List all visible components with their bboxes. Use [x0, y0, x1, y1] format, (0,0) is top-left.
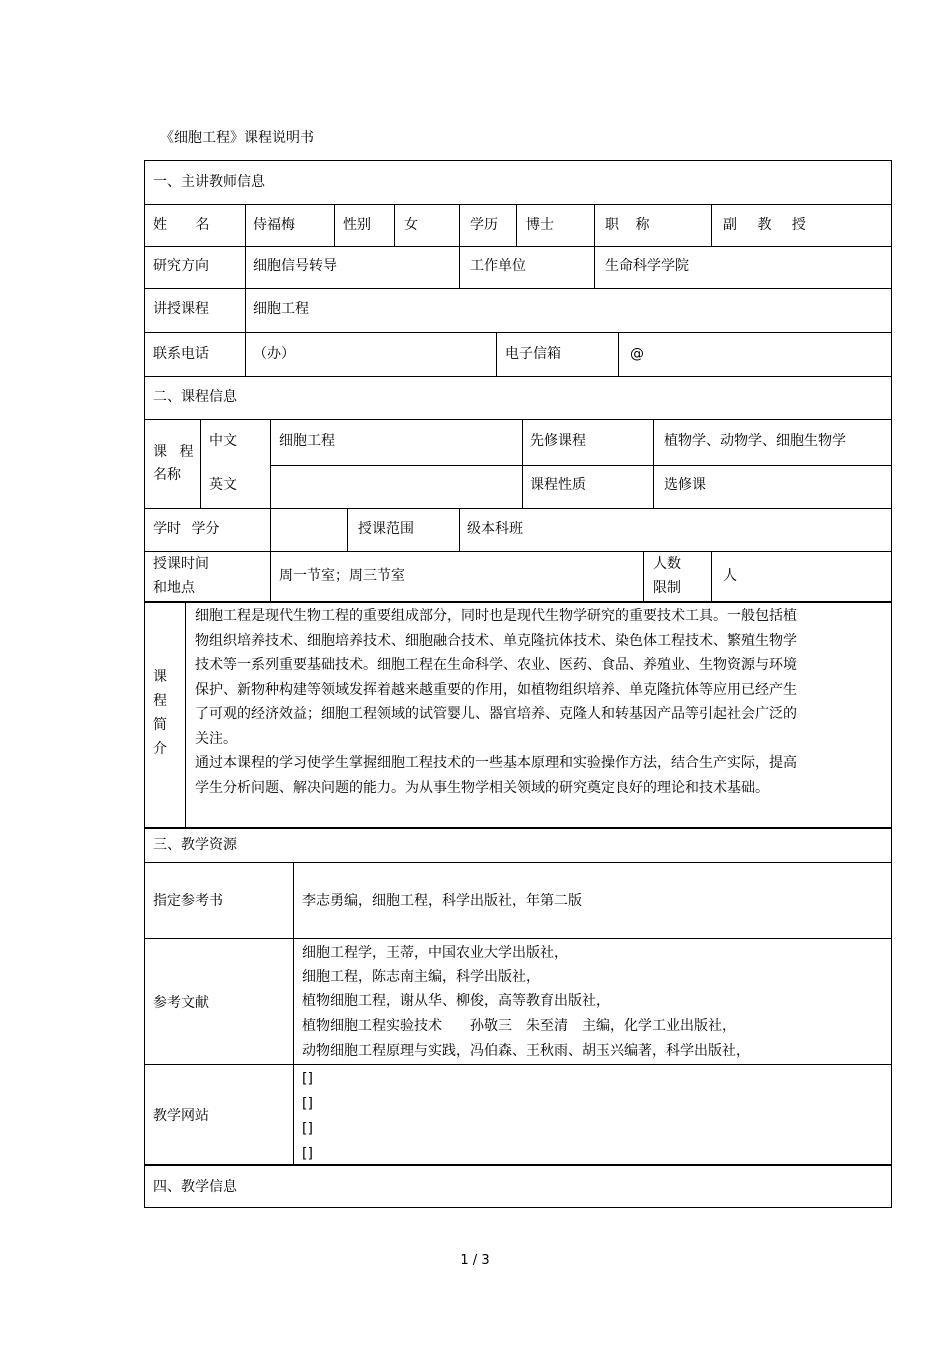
prerequisite-label: 先修课程 [530, 433, 586, 449]
course-name-label-1: 课 程 [153, 444, 198, 460]
intro-label-char-3: 简 [153, 717, 167, 733]
reference-item: 植物细胞工程实验技术 孙敬三 朱至清 主编，化学工业出版社， [302, 1018, 736, 1034]
website-label: 教学网站 [153, 1108, 209, 1124]
textbook-value: 李志勇编，细胞工程，科学出版社，年第二版 [302, 893, 582, 909]
scope-label: 授课范围 [358, 521, 414, 537]
website-link[interactable]: [] [302, 1071, 313, 1087]
name-value: 侍福梅 [253, 217, 295, 233]
section-heading-resources: 三、教学资源 [153, 837, 237, 853]
course-name-label-2: 名称 [153, 467, 181, 483]
unit-label: 工作单位 [470, 258, 526, 274]
website-link[interactable]: [] [302, 1121, 313, 1137]
email-label: 电子信箱 [505, 346, 561, 362]
research-label: 研究方向 [153, 258, 209, 274]
name-label: 姓 名 [153, 217, 222, 233]
phone-value: （办） [253, 346, 295, 362]
enrollment-limit-label-2: 限制 [653, 580, 681, 596]
chinese-name-value: 细胞工程 [279, 433, 335, 449]
intro-paragraph-2: 通过本课程的学习使学生掌握细胞工程技术的一些基本原理和实验操作方法，结合生产实际，提高学生分析问题、解决问题的能力。为从事生物学相关领域的研究奠定良好的理论和技术基础。 [195, 755, 797, 796]
unit-value: 生命科学学院 [605, 258, 689, 274]
section-heading-teacher: 一、主讲教师信息 [153, 174, 265, 190]
gender-label: 性别 [343, 217, 371, 233]
website-link[interactable]: [] [302, 1146, 313, 1162]
course-nature-label: 课程性质 [530, 477, 586, 493]
page-number: 1 / 3 [460, 1253, 490, 1268]
prerequisite-value: 植物学、动物学、细胞生物学 [664, 433, 846, 449]
scope-value: 级本科班 [467, 521, 523, 537]
section-heading-course: 二、课程信息 [153, 389, 237, 405]
course-info-table [144, 160, 892, 1208]
hours-credits-label: 学时 学分 [153, 521, 220, 537]
intro-paragraph-1: 细胞工程是现代生物工程的重要组成部分，同时也是现代生物学研究的重要技术工具。一般包括植物组织培养技术、细胞培养技术、细胞融合技术、单克隆抗体技术、染色体工程技术、繁殖生物学技术等一系列重要基础技术。细胞工程在生命科学、农业、医药、食品、养殖业、生物资源与环境保护、新物种构建等领域发挥着越来越重要的作用，如植物组织培养、单克隆抗体等应用已经产生了可观的经济效益；细胞工程领域的试管婴儿、器官培养、克隆人和转基因产品等引起社会广泛的关注。 [195, 608, 797, 747]
email-value: @ [630, 346, 644, 362]
reference-item: 植物细胞工程，谢从华、柳俊，高等教育出版社， [302, 993, 610, 1009]
section-heading-teaching: 四、教学信息 [153, 1179, 237, 1195]
intro-label-char-2: 程 [153, 693, 167, 709]
time-place-label-1: 授课时间 [153, 556, 209, 572]
references-label: 参考文献 [153, 995, 209, 1011]
english-label: 英文 [209, 477, 237, 493]
intro-label-char-1: 课 [153, 669, 167, 685]
taught-course-value: 细胞工程 [253, 301, 309, 317]
enrollment-limit-value: 人 [723, 568, 737, 584]
document-title: 《细胞工程》课程说明书 [160, 130, 314, 146]
education-label: 学历 [470, 217, 498, 233]
time-place-label-2: 和地点 [153, 580, 195, 596]
phone-label: 联系电话 [153, 346, 209, 362]
reference-item: 动物细胞工程原理与实践，冯伯森、王秋雨、胡玉兴编著，科学出版社， [302, 1043, 750, 1059]
reference-item: 细胞工程，陈志南主编，科学出版社， [302, 969, 540, 985]
education-value: 博士 [526, 217, 554, 233]
research-value: 细胞信号转导 [253, 258, 337, 274]
reference-item: 细胞工程学，王蒂，中国农业大学出版社， [302, 945, 568, 961]
taught-course-label: 讲授课程 [153, 301, 209, 317]
gender-value: 女 [404, 217, 418, 233]
time-place-value: 周一节室；周三节室 [279, 568, 405, 584]
website-link[interactable]: [] [302, 1096, 313, 1112]
course-nature-value: 选修课 [664, 477, 706, 493]
chinese-label: 中文 [209, 433, 237, 449]
textbook-label: 指定参考书 [153, 893, 223, 909]
enrollment-limit-label-1: 人数 [653, 556, 681, 572]
intro-label-char-4: 介 [153, 741, 167, 757]
title-rank-label: 职 称 [605, 217, 656, 233]
title-rank-value: 副 教 授 [723, 217, 814, 233]
